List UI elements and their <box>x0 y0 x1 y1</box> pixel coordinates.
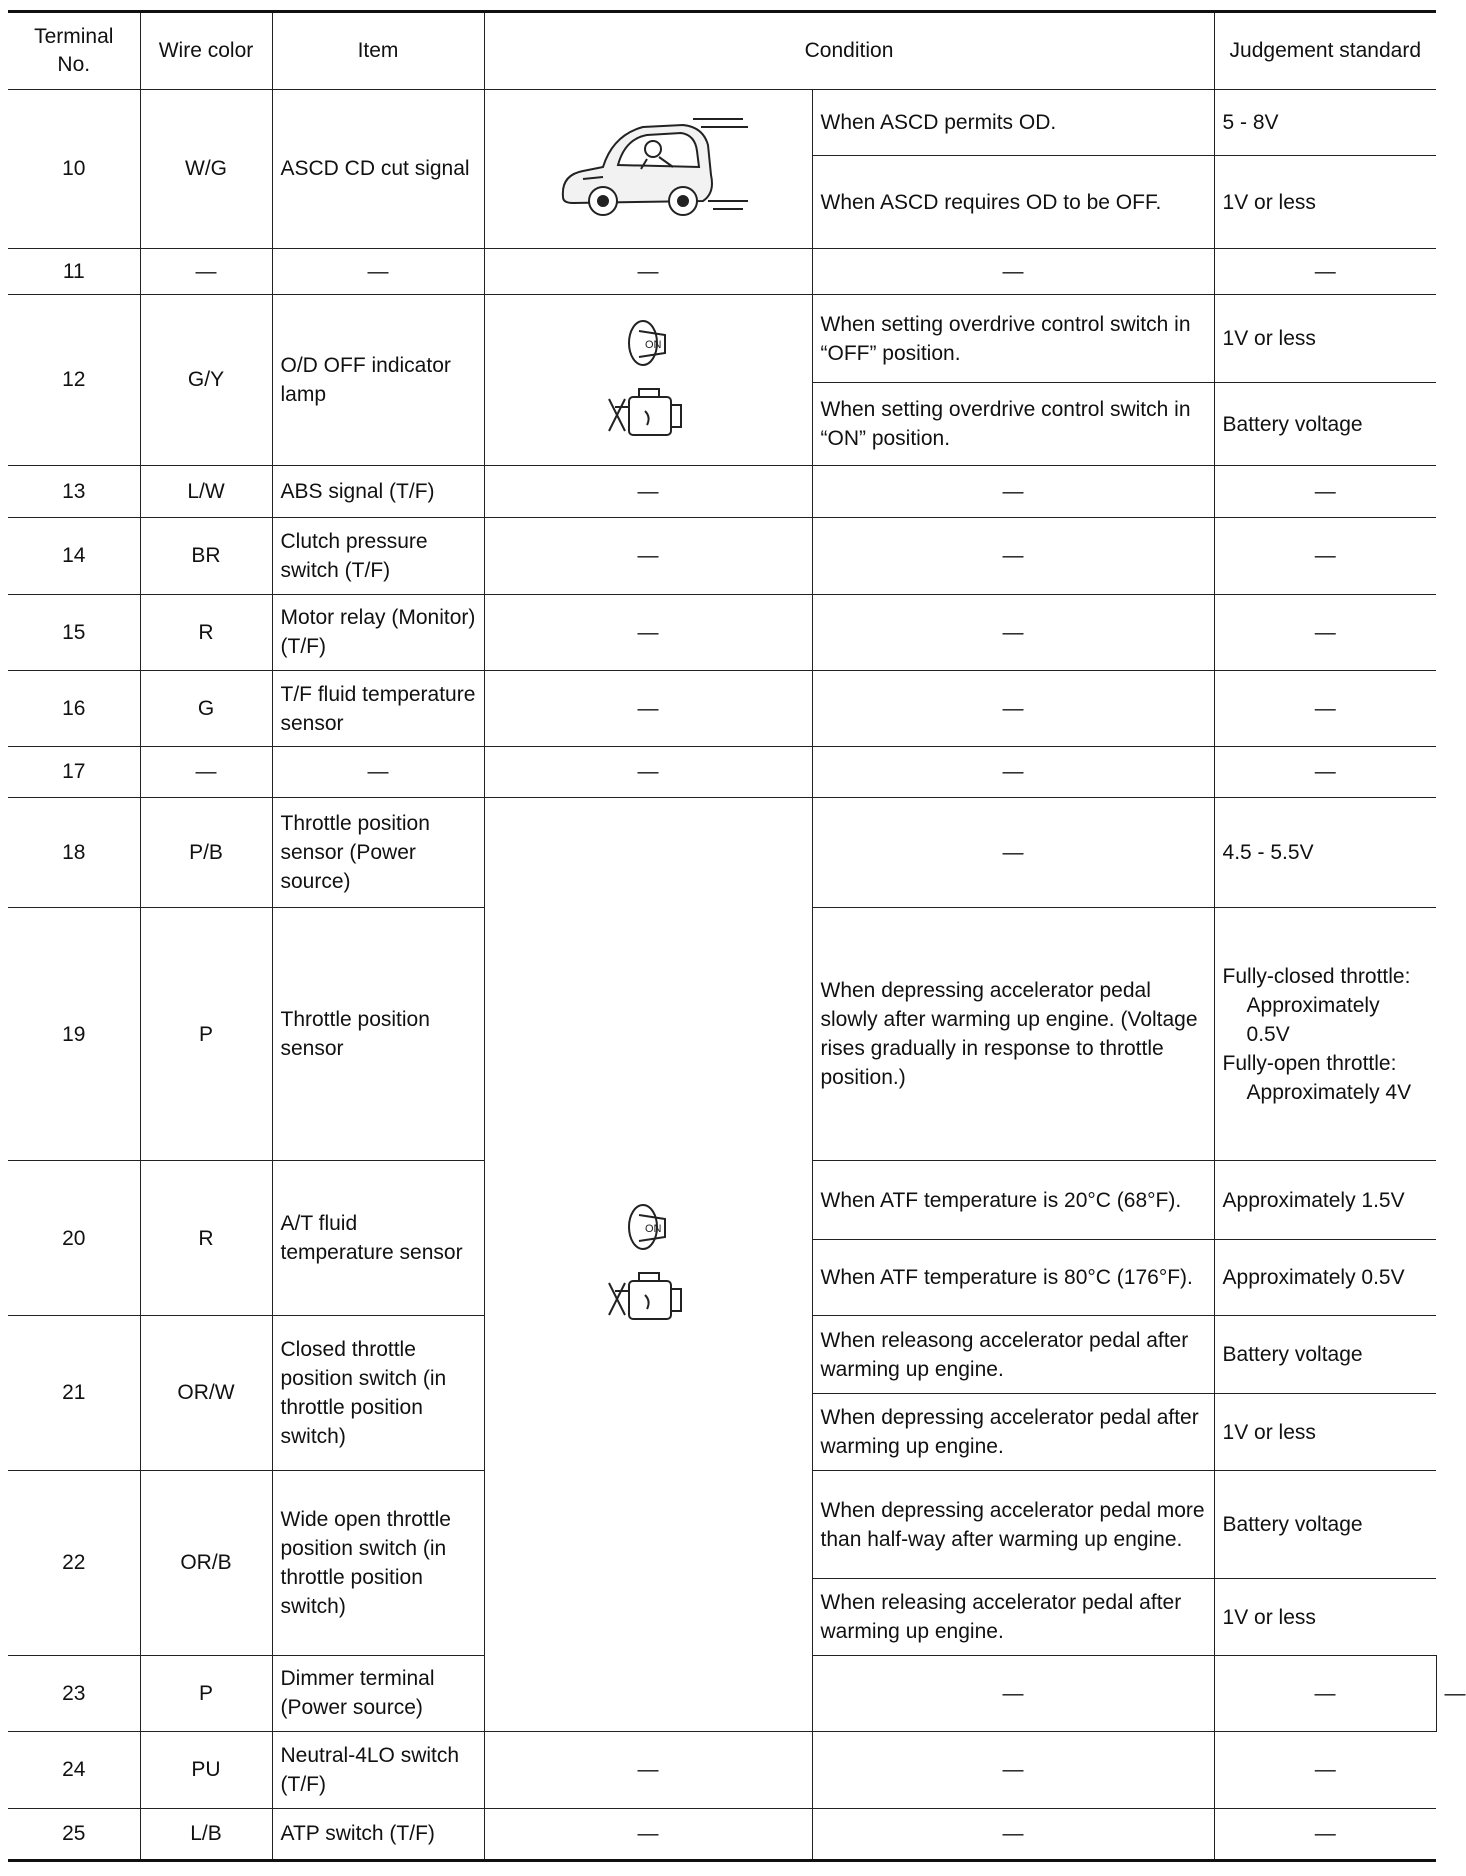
condition-text: When setting overdrive control switch in “OFF” position. <box>812 295 1214 383</box>
std-open-value: Approximately 4V <box>1246 1080 1412 1104</box>
condition-icon-cell: — <box>484 670 812 746</box>
table-row-12 <box>8 295 1436 383</box>
condition-icon-cell <box>484 295 812 466</box>
item-name: — <box>272 248 484 294</box>
table-row-16 <box>8 670 1436 746</box>
judgement-standard: — <box>1214 670 1436 746</box>
wire-color: P <box>140 1655 272 1731</box>
condition-text: When releasing accelerator pedal after warming up engine. <box>812 1579 1214 1655</box>
condition-icon-cell: — <box>812 1655 1214 1731</box>
terminal-number: 14 <box>8 518 140 594</box>
engine-running-icon <box>605 1271 691 1327</box>
table-row-18 <box>8 797 1436 908</box>
table-row-24 <box>8 1732 1436 1808</box>
wire-color: G <box>140 670 272 746</box>
condition-text: When setting overdrive control switch in “ON” position. <box>812 383 1214 465</box>
judgement-standard <box>1214 908 1436 1161</box>
terminal-number: 13 <box>8 465 140 517</box>
item-name: O/D OFF indicator lamp <box>272 295 484 466</box>
condition-text: When depressing accelerator pedal more than half-way after warming up engine. <box>812 1470 1214 1579</box>
condition-icon-cell: — <box>484 1808 812 1860</box>
judgement-standard: — <box>1214 465 1436 517</box>
wire-color: BR <box>140 518 272 594</box>
header-item: Item <box>272 12 484 90</box>
terminal-number: 23 <box>8 1655 140 1731</box>
wire-color: PU <box>140 1732 272 1808</box>
judgement-standard: Approximately 0.5V <box>1214 1239 1436 1315</box>
ignition-on-label: ON <box>645 338 662 351</box>
ignition-key-on-icon <box>625 1201 671 1253</box>
table-row-17 <box>8 747 1436 797</box>
condition-icon-cell: — <box>484 594 812 670</box>
condition-text: When releasong accelerator pedal after warming up engine. <box>812 1316 1214 1394</box>
judgement-standard: Battery voltage <box>1214 1470 1436 1579</box>
terminal-number: 17 <box>8 747 140 797</box>
wire-color: G/Y <box>140 295 272 466</box>
terminal-number: 21 <box>8 1316 140 1471</box>
condition-text: — <box>812 248 1214 294</box>
wire-color: OR/B <box>140 1470 272 1655</box>
judgement-standard: 1V or less <box>1214 156 1436 248</box>
item-name: Neutral-4LO switch (T/F) <box>272 1732 484 1808</box>
condition-text: — <box>1214 1655 1436 1731</box>
table-row-25 <box>8 1808 1436 1860</box>
condition-icon-cell: — <box>484 248 812 294</box>
terminal-spec-table <box>8 10 1466 1862</box>
condition-text: When ATF temperature is 80°C (176°F). <box>812 1239 1214 1315</box>
item-name: ASCD CD cut signal <box>272 90 484 249</box>
condition-icon-cell <box>484 90 812 249</box>
terminal-number: 20 <box>8 1161 140 1316</box>
condition-icon-cell <box>484 797 812 1732</box>
wire-color: P/B <box>140 797 272 908</box>
terminal-number: 16 <box>8 670 140 746</box>
item-name: Motor relay (Monitor) (T/F) <box>272 594 484 670</box>
condition-text: — <box>812 594 1214 670</box>
terminal-number: 19 <box>8 908 140 1161</box>
table-row-11 <box>8 248 1436 294</box>
wire-color: R <box>140 594 272 670</box>
wire-color: L/W <box>140 465 272 517</box>
judgement-standard: 1V or less <box>1214 1394 1436 1470</box>
std-closed-value: Approximately 0.5V <box>1246 993 1380 1046</box>
condition-text: — <box>812 747 1214 797</box>
judgement-standard: 1V or less <box>1214 1579 1436 1655</box>
item-name: Closed throttle position switch (in throttle position switch) <box>272 1316 484 1471</box>
wire-color: P <box>140 908 272 1161</box>
condition-icon-cell: — <box>484 1732 812 1808</box>
judgement-standard: — <box>1214 1732 1436 1808</box>
std-closed-label: Fully-closed throttle: <box>1222 964 1411 988</box>
table-row-23: 23 P Dimmer terminal (Power source) — — — <box>8 1655 1436 1731</box>
judgement-standard: — <box>1214 747 1436 797</box>
judgement-standard: — <box>1214 1808 1436 1860</box>
item-name: Clutch pressure switch (T/F) <box>272 518 484 594</box>
wire-color: R <box>140 1161 272 1316</box>
item-name: ATP switch (T/F) <box>272 1808 484 1860</box>
wire-color: — <box>140 747 272 797</box>
condition-text: When ASCD requires OD to be OFF. <box>812 156 1214 248</box>
item-name: ABS signal (T/F) <box>272 465 484 517</box>
judgement-standard: Battery voltage <box>1214 383 1436 465</box>
condition-icon-cell: — <box>484 518 812 594</box>
condition-text: — <box>812 1732 1214 1808</box>
condition-text: When ATF temperature is 20°C (68°F). <box>812 1161 1214 1239</box>
engine-running-icon <box>605 387 691 443</box>
condition-text: When ASCD permits OD. <box>812 90 1214 156</box>
judgement-standard: 1V or less <box>1214 295 1436 383</box>
condition-icon-cell: — <box>484 747 812 797</box>
header-judgement-standard: Judgement standard <box>1214 12 1436 90</box>
item-name: Throttle position sensor (Power source) <box>272 797 484 908</box>
wire-color: W/G <box>140 90 272 249</box>
judgement-standard: Approximately 1.5V <box>1214 1161 1436 1239</box>
item-name: T/F fluid temperature sensor <box>272 670 484 746</box>
item-name: Dimmer terminal (Power source) <box>272 1655 484 1731</box>
terminal-number: 24 <box>8 1732 140 1808</box>
judgement-standard: 4.5 - 5.5V <box>1214 797 1436 908</box>
terminal-number: 10 <box>8 90 140 249</box>
wire-color: OR/W <box>140 1316 272 1471</box>
item-name: — <box>272 747 484 797</box>
driving-car-icon <box>543 105 753 225</box>
ignition-on-label: ON <box>645 1223 662 1236</box>
terminal-number: 11 <box>8 248 140 294</box>
terminal-number: 12 <box>8 295 140 466</box>
terminal-number: 25 <box>8 1808 140 1860</box>
ignition-key-on-icon <box>625 317 671 369</box>
table-row-13 <box>8 465 1436 517</box>
std-open-label: Fully-open throttle: <box>1222 1051 1397 1075</box>
condition-text: When depressing accelerator pedal slowly after warming up engine. (Voltage rises gradually in response to throttle position.) <box>812 908 1214 1161</box>
table-row-15 <box>8 594 1436 670</box>
condition-text: — <box>812 1808 1214 1860</box>
judgement-standard: — <box>1214 248 1436 294</box>
condition-text: When depressing accelerator pedal after warming up engine. <box>812 1394 1214 1470</box>
condition-text: — <box>812 518 1214 594</box>
page <box>8 10 1466 1862</box>
judgement-standard: 5 - 8V <box>1214 90 1436 156</box>
item-name: Throttle position sensor <box>272 908 484 1161</box>
table-row-10 <box>8 90 1436 156</box>
terminal-number: 18 <box>8 797 140 908</box>
wire-color: L/B <box>140 1808 272 1860</box>
item-name: A/T fluid temperature sensor <box>272 1161 484 1316</box>
condition-text: — <box>812 465 1214 517</box>
condition-text: — <box>812 797 1214 908</box>
header-condition: Condition <box>484 12 1214 90</box>
terminal-number: 22 <box>8 1470 140 1655</box>
header-terminal-no: Terminal No. <box>8 12 140 90</box>
terminal-number: 15 <box>8 594 140 670</box>
condition-icon-cell: — <box>484 465 812 517</box>
header-row <box>8 12 1436 90</box>
judgement-standard: Battery voltage <box>1214 1316 1436 1394</box>
item-name: Wide open throttle position switch (in throttle position switch) <box>272 1470 484 1655</box>
table-row-14 <box>8 518 1436 594</box>
wire-color: — <box>140 248 272 294</box>
condition-text: — <box>812 670 1214 746</box>
header-wire-color: Wire color <box>140 12 272 90</box>
judgement-standard: — <box>1214 594 1436 670</box>
judgement-standard: — <box>1214 518 1436 594</box>
